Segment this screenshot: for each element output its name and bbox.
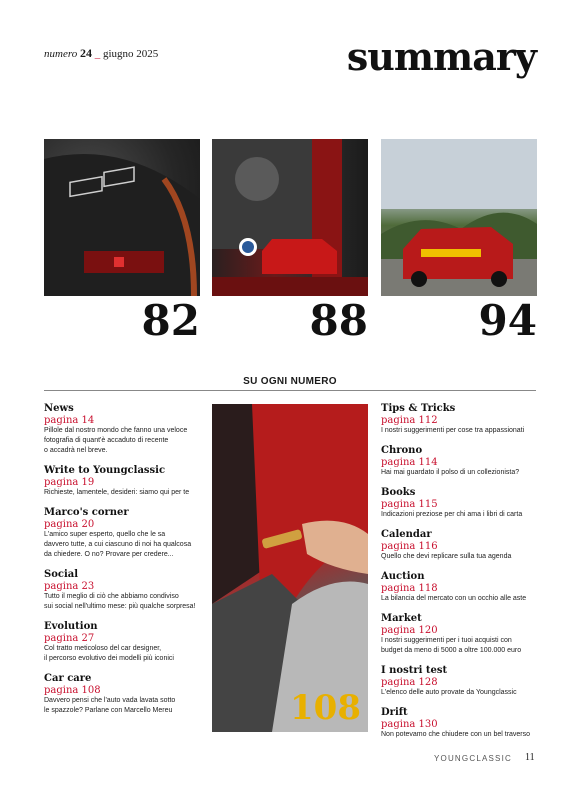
entry-desc-line: Quello che devi replicare sulla tua agenda — [381, 553, 512, 560]
car-wash-detail-photo — [212, 404, 368, 732]
entry-page: pagina 118 — [381, 583, 438, 594]
toc-entry-books — [381, 487, 541, 520]
toc-entry-i-nostri-test — [381, 665, 541, 698]
entry-desc-line: da chiedere. O no? Provare per credere... — [44, 551, 174, 558]
toc-entry-market — [381, 613, 541, 656]
entry-page: pagina 114 — [381, 457, 438, 468]
entry-desc-line: fotografia di quant'è accaduto di recente — [44, 437, 169, 444]
left-column — [44, 403, 204, 725]
toc-entry-social — [44, 569, 204, 612]
entry-desc-line: le spazzole? Parlane con Marcello Mereu — [44, 707, 173, 714]
entry-page: pagina 120 — [381, 625, 438, 636]
entry-desc-line: budget da meno di 5000 a oltre 100.000 euro — [381, 647, 522, 654]
toc-entry-calendar — [381, 529, 541, 562]
issue-date: giugno 2025 — [102, 48, 159, 60]
entry-desc-line: davvero tutte, a cui ciascuno di noi ha qualcosa — [44, 541, 192, 548]
pirelli-race-car-photo — [381, 139, 537, 296]
entry-desc-line: I nostri suggerimenti per cose tra appassionati — [381, 427, 525, 434]
entry-page: pagina 27 — [44, 633, 95, 644]
feature-page-108: 108 — [290, 688, 361, 728]
entry-desc-line: Tutto il meglio di ciò che abbiamo condiviso — [44, 593, 179, 600]
toc-entry-chrono — [381, 445, 541, 478]
toc-entry-news — [44, 403, 204, 456]
entry-desc-line: Non potevamo che chiudere con un bel traverso — [381, 731, 531, 738]
toc-entry-car-care — [44, 673, 204, 716]
entry-page: pagina 130 — [381, 719, 438, 730]
entry-title: Write to Youngclassic — [44, 465, 166, 476]
toc-entry-marcos-corner — [44, 507, 204, 560]
entry-desc-line: il percorso evolutivo dei modelli più iconici — [44, 655, 174, 662]
issue-separator: _ — [94, 48, 101, 60]
section-divider — [44, 390, 536, 391]
alfa-romeo-showroom-photo — [212, 139, 368, 296]
entry-page: pagina 112 — [381, 415, 438, 426]
entry-title: News — [44, 403, 74, 414]
footer-page-number: 11 — [525, 752, 535, 763]
toc-entry-evolution — [44, 621, 204, 664]
entry-title: Market — [381, 613, 422, 624]
entry-title: I nostri test — [381, 665, 448, 676]
entry-desc-line: Hai mai guardato il polso di un collezionista? — [381, 469, 520, 476]
entry-page: pagina 128 — [381, 677, 438, 688]
toc-entry-write-to-youngclassic — [44, 465, 204, 498]
entry-title: Drift — [381, 707, 408, 718]
entry-page: pagina 14 — [44, 415, 95, 426]
toc-entry-drift — [381, 707, 541, 740]
feature-page-82: 82 — [141, 296, 200, 345]
entry-page: pagina 115 — [381, 499, 438, 510]
entry-title: Car care — [44, 673, 92, 684]
entry-title: Calendar — [381, 529, 432, 540]
fiat-127-rear-photo — [44, 139, 200, 296]
entry-desc-line: sui social nell'ultimo mese: più qualche sorpresa! — [44, 603, 196, 610]
entry-desc-line: L'elenco delle auto provate da Youngclassic — [381, 689, 517, 696]
entry-page: pagina 108 — [44, 685, 101, 696]
issue-number: 24 — [79, 46, 92, 60]
entry-desc-line: La bilancia del mercato con un occhio alle aste — [381, 595, 527, 602]
issue-label: numero — [44, 48, 78, 60]
toc-entry-auction — [381, 571, 541, 604]
entry-desc-line: Col tratto meticoloso del car designer, — [44, 645, 162, 652]
entry-title: Social — [44, 569, 79, 580]
entry-desc-line: L'amico super esperto, quello che le sa — [44, 531, 166, 538]
page-title: summary — [346, 34, 536, 79]
footer-brand: YOUNGCLASSIC — [434, 754, 512, 763]
right-column — [381, 403, 541, 749]
entry-desc-line: Richieste, lamentele, desideri: siamo qui per te — [44, 489, 190, 496]
entry-desc-line: o accadrà nel breve. — [44, 447, 108, 454]
entry-desc-line: I nostri suggerimenti per i tuoi acquisti con — [381, 637, 512, 644]
entry-title: Marco's corner — [44, 507, 129, 518]
entry-title: Evolution — [44, 621, 98, 632]
feature-page-88: 88 — [309, 296, 368, 345]
entry-page: pagina 19 — [44, 477, 95, 488]
entry-title: Auction — [381, 571, 425, 582]
entry-page: pagina 23 — [44, 581, 95, 592]
issue-line — [44, 46, 158, 61]
entry-title: Chrono — [381, 445, 423, 456]
entry-page: pagina 116 — [381, 541, 438, 552]
feature-page-94: 94 — [478, 296, 537, 345]
entry-title: Tips & Tricks — [381, 403, 456, 414]
entry-desc-line: Indicazioni preziose per chi ama i libri di carta — [381, 511, 523, 518]
entry-page: pagina 20 — [44, 519, 95, 530]
entry-desc-line: Davvero pensi che l'auto vada lavata sotto — [44, 697, 176, 704]
toc-entry-tips-tricks — [381, 403, 541, 436]
section-title: SU OGNI NUMERO — [243, 376, 337, 387]
entry-desc-line: Pillole dal nostro mondo che fanno una veloce — [44, 427, 188, 434]
entry-title: Books — [381, 487, 416, 498]
